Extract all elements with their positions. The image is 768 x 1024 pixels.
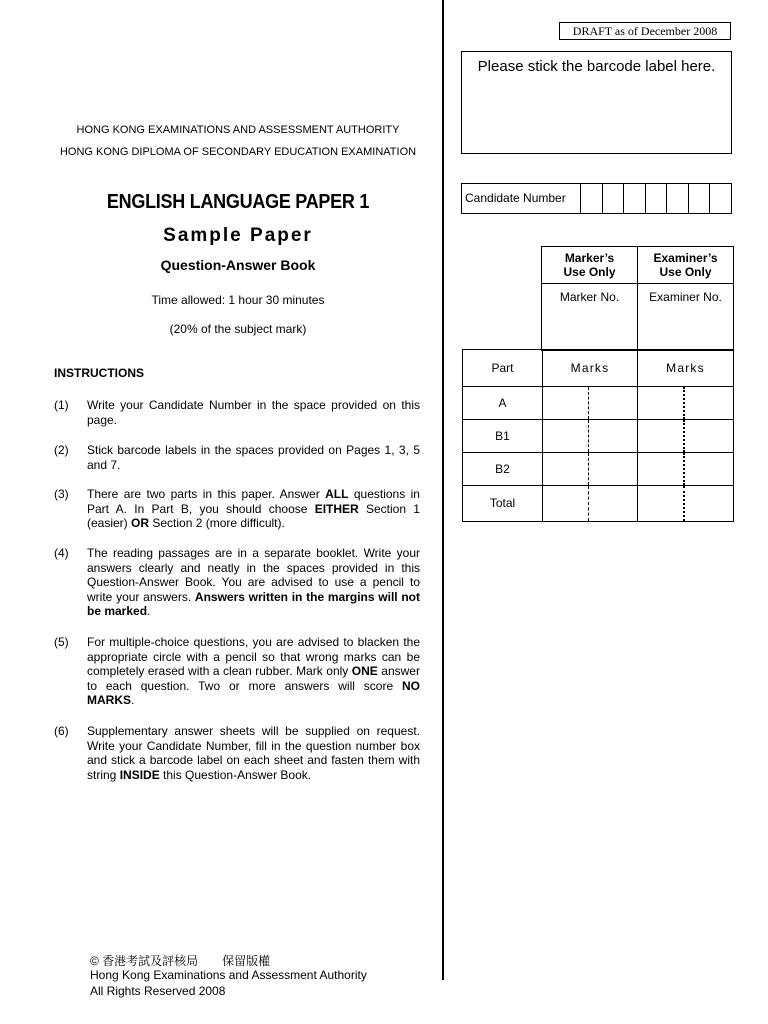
instruction-number: (4)	[54, 546, 69, 560]
time-allowed: Time allowed: 1 hour 30 minutes	[151, 293, 325, 307]
instruction-emphasis: EITHER	[314, 501, 359, 516]
instruction-text	[87, 487, 420, 531]
examiner-no-label: Examiner No.	[649, 290, 722, 304]
instruction-emphasis: INSIDE	[119, 767, 160, 782]
marker-marks-cell[interactable]	[543, 387, 638, 419]
instruction-number: (5)	[54, 635, 69, 649]
candidate-digit-box[interactable]	[710, 184, 731, 213]
dashed-divider	[588, 486, 589, 521]
examiner-marks-cell[interactable]	[638, 486, 733, 521]
instruction-emphasis: ONE	[351, 664, 378, 679]
instruction-fragment: answer to each question. Two or more answers will score	[87, 664, 420, 693]
instruction-fragment: questions in Part A. In Part B, you should choose	[87, 487, 420, 516]
instruction-item	[54, 443, 420, 472]
marker-header-line2: Use Only	[563, 265, 616, 279]
copyright-rights: All Rights Reserved 2008	[90, 984, 226, 998]
instruction-fragment: .	[131, 693, 135, 708]
marks-header-row	[463, 350, 733, 387]
marks-row	[463, 420, 733, 453]
instruction-emphasis: OR	[131, 516, 150, 531]
page-divider	[442, 0, 444, 980]
instruction-fragment: Stick barcode labels in the spaces provided on Pages 1, 3, 5 and 7.	[87, 443, 420, 472]
candidate-digit-box[interactable]	[624, 184, 646, 213]
instruction-item	[54, 487, 420, 531]
examiner-marks-header: Marks	[666, 361, 705, 375]
instruction-fragment: Section 1 (easier)	[87, 501, 420, 531]
marker-marks-header: Marks	[543, 350, 638, 386]
instruction-fragment: For multiple-choice questions, you are advised to blacken the appropriate circle with a pencil so that wrong marks can be completely erased with a clean rubber. Mark only	[87, 635, 420, 679]
instruction-fragment: Write your Candidate Number in the space provided on this page.	[87, 398, 420, 427]
subject-weight: (20% of the subject mark)	[169, 322, 307, 336]
part-label: Total	[463, 486, 543, 521]
dashed-divider	[588, 387, 589, 419]
instruction-fragment: Supplementary answer sheets will be supplied on request. Write your Candidate Number, fill in the question number box and stick a barcode label on each sheet and fasten them with string	[87, 724, 420, 782]
part-header: Part	[463, 350, 543, 386]
candidate-digit-box[interactable]	[646, 184, 668, 213]
part-label: B2	[463, 453, 543, 485]
instruction-fragment: this Question-Answer Book.	[159, 767, 312, 782]
examiner-column	[637, 247, 733, 350]
marks-row	[463, 486, 733, 521]
dashed-divider	[588, 453, 589, 485]
book-title: Question-Answer Book	[160, 257, 316, 273]
dotted-divider	[683, 486, 685, 521]
marker-header-line1: Marker’s	[564, 251, 615, 265]
instructions-heading: INSTRUCTIONS	[54, 366, 144, 380]
marks-rows	[463, 387, 733, 521]
dotted-divider	[683, 420, 685, 452]
copyright-chinese: © 香港考試及評核局 保留版權	[90, 954, 271, 968]
barcode-label: Please stick the barcode label here.	[477, 58, 716, 75]
marks-row	[463, 453, 733, 486]
dashed-divider	[588, 420, 589, 452]
instruction-number: (2)	[54, 443, 69, 457]
paper-subtitle: Sample Paper	[163, 225, 313, 246]
instruction-fragment: There are two parts in this paper. Answer	[87, 487, 326, 501]
candidate-number-box	[461, 183, 732, 214]
marks-table	[462, 349, 734, 522]
instruction-fragment: .	[147, 604, 151, 619]
candidate-digit-box[interactable]	[603, 184, 625, 213]
examiner-marks-cell[interactable]	[638, 387, 733, 419]
examiner-header-line1: Examiner’s	[653, 251, 718, 265]
examiner-marks-cell[interactable]	[638, 420, 733, 452]
instruction-number: (1)	[54, 398, 69, 412]
instruction-emphasis: ALL	[325, 487, 349, 501]
marker-header	[542, 247, 637, 284]
candidate-digit-box[interactable]	[581, 184, 603, 213]
instruction-text	[87, 443, 420, 472]
dotted-divider	[683, 453, 685, 485]
instruction-item	[54, 635, 420, 708]
authority-name: HONG KONG EXAMINATIONS AND ASSESSMENT AUTHORITY	[76, 124, 400, 136]
draft-notice: DRAFT as of December 2008	[559, 22, 731, 40]
marker-marks-cell[interactable]	[543, 453, 638, 485]
instruction-emphasis: Answers written in the margins will not be marked	[87, 589, 420, 619]
exam-name: HONG KONG DIPLOMA OF SECONDARY EDUCATION EXAMINATION	[59, 146, 417, 158]
instruction-emphasis: NO MARKS	[87, 678, 420, 708]
instruction-item	[54, 546, 420, 619]
part-label: B1	[463, 420, 543, 452]
instruction-text	[87, 546, 420, 619]
examiner-marks-cell[interactable]	[638, 453, 733, 485]
barcode-box	[461, 51, 732, 154]
candidate-digit-box[interactable]	[689, 184, 711, 213]
instruction-text	[87, 724, 420, 782]
examiner-header-line2: Use Only	[659, 265, 712, 279]
part-label: A	[463, 387, 543, 419]
marker-use-table	[541, 246, 734, 351]
paper-title: ENGLISH LANGUAGE PAPER 1	[106, 191, 370, 213]
marks-row	[463, 387, 733, 420]
instruction-fragment: Section 2 (more difficult).	[149, 516, 285, 531]
instruction-text	[87, 398, 420, 427]
instruction-fragment: The reading passages are in a separate booklet. Write your answers clearly and neatly in the spaces provided in this Question-Answer Book. You are advised to use a pencil to write your answers.	[87, 546, 420, 604]
marker-marks-cell[interactable]	[543, 420, 638, 452]
dotted-divider	[683, 387, 685, 419]
copyright-english: Hong Kong Examinations and Assessment Authority	[90, 968, 367, 982]
instruction-number: (6)	[54, 724, 69, 738]
instruction-item	[54, 724, 420, 782]
candidate-number-label: Candidate Number	[462, 184, 581, 213]
instruction-item	[54, 398, 420, 427]
examiner-header	[638, 247, 733, 284]
instruction-text	[87, 635, 420, 708]
marker-marks-cell[interactable]	[543, 486, 638, 521]
candidate-digit-box[interactable]	[667, 184, 689, 213]
marker-no-label: Marker No.	[559, 290, 620, 304]
instruction-number: (3)	[54, 487, 69, 501]
marker-column	[542, 247, 637, 350]
